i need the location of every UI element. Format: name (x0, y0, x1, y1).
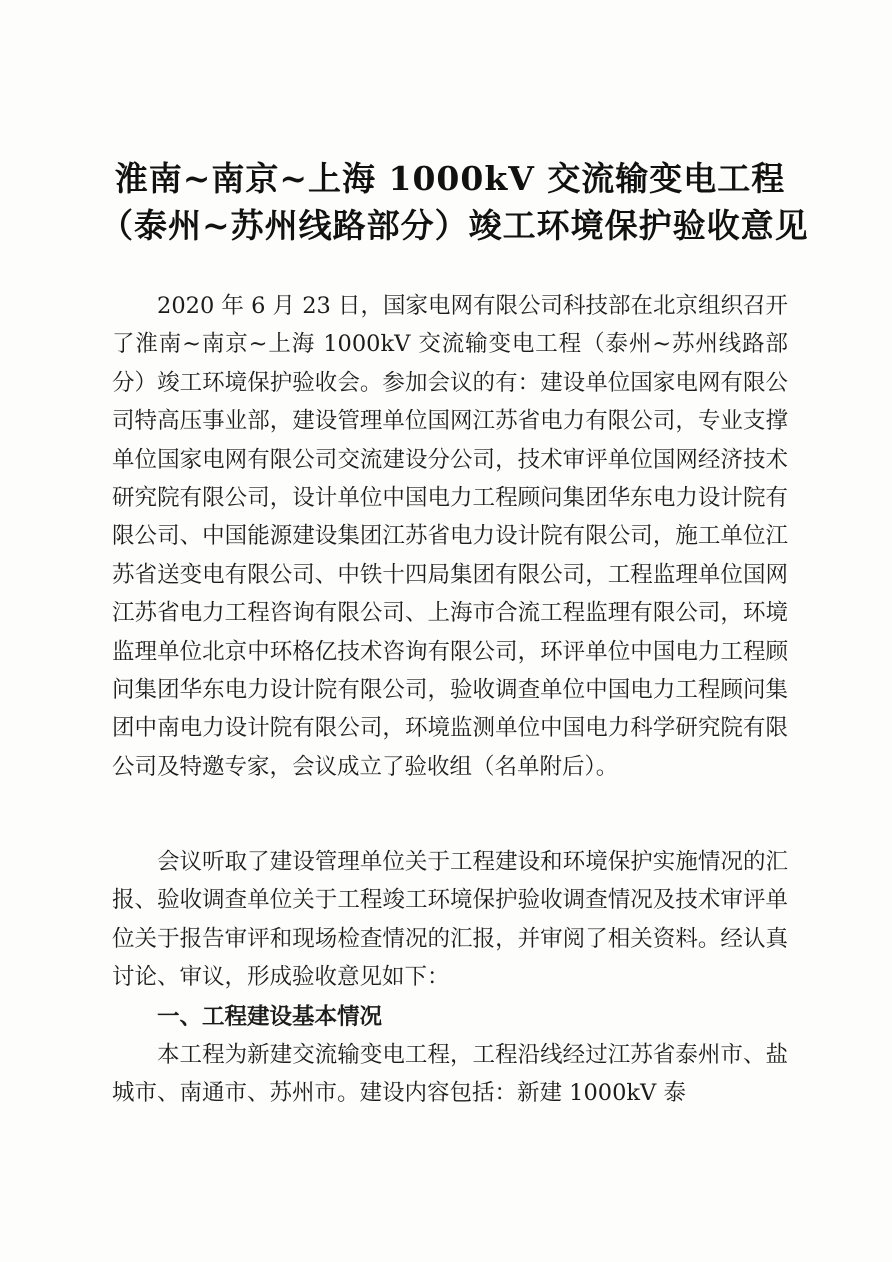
body-paragraph-1-block (112, 287, 788, 786)
document-title-line-1: 淮南~南京~上海 1000kV 交流输变电工程 (114, 159, 786, 198)
body-paragraph-1: 2020 年 6 月 23 日，国家电网有限公司科技部在北京组织召开了淮南~南京~上海 1000kV 交流输变电工程（泰州~苏州线路部分）竣工环境保护验收会。参加会议的有：建设单位国家电网有限公司特高压事业部，建设管理单位国网江苏省电力有限公司，专业支撑单位国家电网有限公司交流建设分公司，技术审评单位国网经济技术研究院有限公司，设计单位中国电力工程顾问集团华东电力设计院有限公司、中国能源建设集团江苏省电力设计院有限公司，施工单位江苏省送变电有限公司、中铁十四局集团有限公司，工程监理单位国网江苏省电力工程咨询有限公司、上海市合流工程监理有限公司，环境监理单位北京中环格亿技术咨询有限公司，环评单位中国电力工程顾问集团华东电力设计院有限公司，验收调查单位中国电力工程顾问集团中南电力设计院有限公司，环境监测单位中国电力科学研究院有限公司及特邀专家，会议成立了验收组（名单附后）。 (112, 293, 788, 780)
body-paragraph-2-block (112, 843, 788, 997)
section-heading: 一、工程建设基本情况 (157, 1004, 383, 1030)
document-title-line-2: （泰州~苏州线路部分）竣工环境保护验收意见 (100, 206, 809, 245)
body-paragraph-3-block (112, 1036, 788, 1113)
section-heading-block (112, 998, 788, 1036)
body-paragraph-3: 本工程为新建交流输变电工程，工程沿线经过江苏省泰州市、盐城市、南通市、苏州市。建设内容包括：新建 1000kV 泰 (112, 1042, 788, 1107)
body-paragraph-2: 会议听取了建设管理单位关于工程建设和环境保护实施情况的汇报、验收调查单位关于工程竣工环境保护验收调查情况及技术审评单位关于报告审评和现场检查情况的汇报，并审阅了相关资料。经认真讨论、审议，形成验收意见如下： (112, 849, 788, 991)
